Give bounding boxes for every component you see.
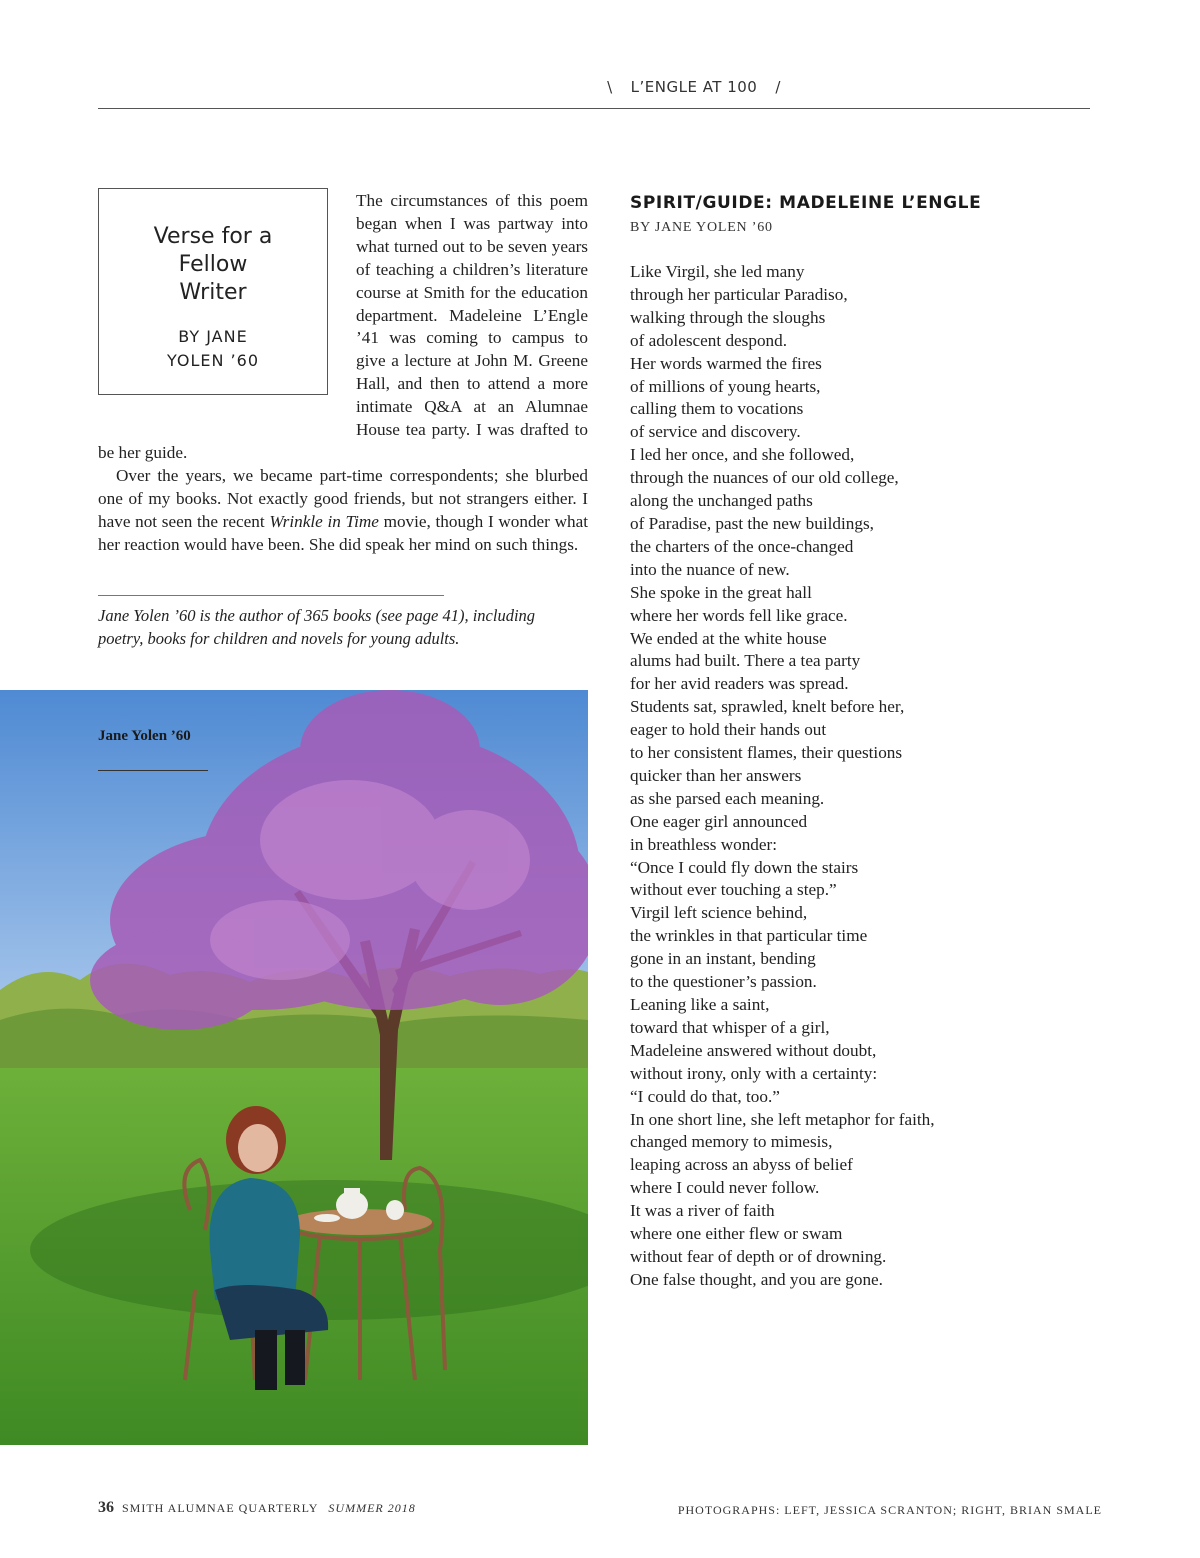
poem-line: One false thought, and you are gone. xyxy=(630,1269,883,1289)
article-movie-title: Wrinkle in Time xyxy=(269,511,379,531)
page-footer xyxy=(98,1499,416,1517)
poem-title: SPIRIT/GUIDE: MADELEINE L’ENGLE xyxy=(630,193,982,213)
poem-line: I led her once, and she followed, xyxy=(630,445,855,465)
poem-line: through her particular Paradiso, xyxy=(630,284,848,304)
poem-line: Her words warmed the fires xyxy=(630,353,822,373)
poem-line: without irony, only with a certainty: xyxy=(630,1063,878,1083)
poem-line: to her consistent flames, their questions xyxy=(630,743,903,763)
poem-line: Virgil left science behind, xyxy=(630,903,808,923)
page-number: 36 xyxy=(98,1499,114,1516)
header-right-mark: / xyxy=(775,78,781,96)
header-rule xyxy=(98,108,1090,109)
poem-line: In one short line, she left metaphor for faith, xyxy=(630,1109,935,1129)
poem-line: “I could do that, too.” xyxy=(630,1086,780,1106)
poem-line: One eager girl announced xyxy=(630,811,808,831)
poem-line: of adolescent despond. xyxy=(630,330,788,350)
author-note: Jane Yolen ’60 is the author of 365 books (see page 41), including poetry, books for children and novels for young adults. xyxy=(98,606,536,648)
poem-line: through the nuances of our old college, xyxy=(630,468,899,488)
poem-line: changed memory to mimesis, xyxy=(630,1132,833,1152)
poem-line: It was a river of faith xyxy=(630,1201,775,1221)
poem-line: Like Virgil, she led many xyxy=(630,262,805,281)
poem-line: of service and discovery. xyxy=(630,422,801,442)
photo-caption: Jane Yolen ’60 xyxy=(98,728,191,744)
poem-line: for her avid readers was spread. xyxy=(630,674,849,694)
poem-line: to the questioner’s passion. xyxy=(630,972,817,992)
poem-line: quicker than her answers xyxy=(630,765,802,785)
poem-line: We ended at the white house xyxy=(630,628,827,648)
poem-line: Madeleine answered without doubt, xyxy=(630,1040,877,1060)
author-note-rule xyxy=(98,595,444,596)
poem-line: Students sat, sprawled, knelt before her, xyxy=(630,697,905,717)
poem-line: in breathless wonder: xyxy=(630,834,778,854)
sidebar-byline-text: BY JANE YOLEN ’60 xyxy=(166,327,259,370)
poem-line: as she parsed each meaning. xyxy=(630,788,825,808)
running-header xyxy=(0,78,1200,96)
portrait-photo-illustration xyxy=(0,690,588,1445)
sidebar-float-space xyxy=(98,190,356,420)
poem-line: calling them to vocations xyxy=(630,399,804,419)
poem-line: where I could never follow. xyxy=(630,1178,820,1198)
poem-byline: BY JANE YOLEN ’60 xyxy=(630,220,773,235)
poem-line: leaping across an abyss of belief xyxy=(630,1155,853,1175)
poem-line: without ever touching a step.” xyxy=(630,880,837,900)
poem-line: toward that whisper of a girl, xyxy=(630,1017,830,1037)
poem-line: of millions of young hearts, xyxy=(630,376,821,396)
poem-line: Leaning like a saint, xyxy=(630,995,770,1014)
article-paragraph-2-end: movie, though I wonder what her reaction would have been. She did speak her mind on such things. xyxy=(98,511,588,554)
poem-line: alums had built. There a tea party xyxy=(630,651,861,671)
poem-body xyxy=(630,261,1110,1292)
poem-line: the charters of the once-changed xyxy=(630,536,854,556)
poem-line: eager to hold their hands out xyxy=(630,720,827,740)
sidebar-title-text: Verse for a Fellow Writer xyxy=(153,224,273,305)
issue-date: SUMMER 2018 xyxy=(328,1501,416,1515)
header-title: L’ENGLE AT 100 xyxy=(630,78,758,96)
publication-name: SMITH ALUMNAE QUARTERLY xyxy=(122,1501,319,1515)
poem-line: where her words fell like grace. xyxy=(630,605,848,625)
article-paragraph-2-start: Over the years, we became part-time correspondents; she blurbed one of my books. Not exactly good friends, but not strangers either. I have not seen the recent xyxy=(98,465,588,531)
poem-line: gone in an instant, bending xyxy=(630,949,816,969)
poem-line: along the unchanged paths xyxy=(630,491,813,511)
poem-line: where one either flew or swam xyxy=(630,1224,843,1244)
poem-line: of Paradise, past the new buildings, xyxy=(630,513,874,533)
header-left-mark: \ xyxy=(607,78,613,96)
poem-line: the wrinkles in that particular time xyxy=(630,926,868,946)
article-body xyxy=(98,190,588,557)
poem-line: into the nuance of new. xyxy=(630,559,790,579)
article-paragraph-2 xyxy=(98,465,588,557)
portrait-photo xyxy=(0,690,588,1445)
poem-line: “Once I could fly down the stairs xyxy=(630,857,859,877)
photo-caption-rule xyxy=(98,770,208,771)
poem-line: without fear of depth or of drowning. xyxy=(630,1246,887,1266)
poem-line: She spoke in the great hall xyxy=(630,582,812,602)
photo-credits: PHOTOGRAPHS: LEFT, JESSICA SCRANTON; RIGHT, BRIAN SMALE xyxy=(677,1503,1102,1517)
poem-line: walking through the sloughs xyxy=(630,307,826,327)
article-paragraph-1: The circumstances of this poem began when I was partway into what turned out to be seven years of teaching a children’s literature course at Smith for the education department. Madeleine L’Engle ’41 was coming to campus to give a lecture at John M. Greene Hall, and then to attend a more intimate Q&A at an Alumnae House tea party. I was drafted to be her guide. xyxy=(98,191,588,462)
